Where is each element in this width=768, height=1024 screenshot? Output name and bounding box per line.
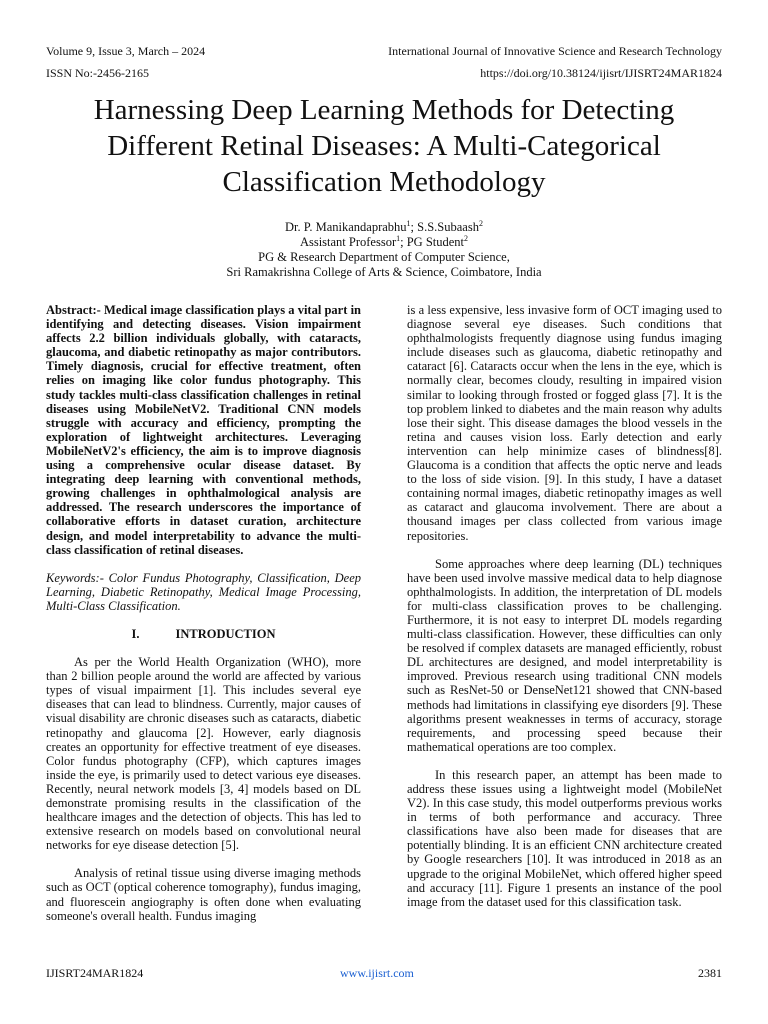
author-2-affiliation: 2 <box>478 218 483 228</box>
role-1: Assistant Professor <box>299 235 397 249</box>
section-heading-introduction <box>46 627 361 641</box>
paper-title: Harnessing Deep Learning Methods for Detecting Different Retinal Diseases: A Multi-Categorical Classification Methodology <box>93 94 675 198</box>
role-2-affiliation: 2 <box>464 233 469 243</box>
author-2: S.S.Subaash <box>417 220 479 234</box>
department: PG & Research Department of Computer Science, <box>258 250 510 264</box>
header-volume: Volume 9, Issue 3, March – 2024 <box>46 44 206 58</box>
author-1-affiliation: 1 <box>406 218 411 228</box>
role-1-affiliation: 1 <box>396 233 401 243</box>
footer-paper-id: IJISRT24MAR1824 <box>46 966 144 980</box>
footer-page-number: 2381 <box>698 966 722 980</box>
intro-paragraph-2-continued: is a less expensive, less invasive form of OCT imaging used to diagnose several eye diseases. Such conditions that ophthalmologists frequently diagnose using fundus imaging include diseases such as glaucoma, diabetic retinopathy and cataract [6]. Cataracts occur when the lens in the eye, which is normally clear, becomes cloudy, resulting in impaired vision similar to looking through frosted or fogged glass [7]. It is the top problem linked to diabetes and the main reason why adults lose their sight. This disease damages the blood vessels in the retina and causes vision loss. Early detection and early intervention can help minimize cases of blindness[8]. Glaucoma is a condition that affects the optic nerve and leads to the loss of side vision. [9]. In this study, I have a dataset containing normal images, diabetic retinopathy images as well as cataract and glaucoma involvement. There are about a thousand images per class collected from various image repositories. <box>407 303 722 543</box>
author-names <box>100 220 668 235</box>
intro-paragraph-2-start: Analysis of retinal tissue using diverse imaging methods such as OCT (optical coherence tomography), fundus imaging, and fluorescein angiography is often done when evaluating someone's overall health. Fundus imaging <box>46 866 361 923</box>
left-column <box>46 303 361 923</box>
author-block <box>100 220 668 280</box>
header-doi[interactable]: https://doi.org/10.38124/ijisrt/IJISRT24MAR1824 <box>480 66 722 80</box>
intro-paragraph-4: In this research paper, an attempt has been made to address these issues using a lightweight model (MobileNet V2). In this case study, this model outperforms previous works in terms of both performance and accuracy. Three classifications have also been made for diseases that are potentially blinding. It is an efficient CNN architecture created by Google researchers [10]. It was introduced in 2018 as an upgrade to the original MobileNet, which offered higher speed and accuracy [11]. Figure 1 presents an instance of the pool image from the dataset used for this classification task. <box>407 767 722 909</box>
section-number: I. <box>131 626 140 641</box>
author-separator: ; <box>410 220 418 234</box>
intro-paragraph-3: Some approaches where deep learning (DL) techniques have been used involve massive medical data to help diagnose ophthalmologists. In addition, the interpretation of DL models for multi-class classification proves to be challenging. Furthermore, it is not easy to interpret DL models regarding multi-class classification. However, these difficulties can only be resolved if complex datasets are managed efficiently, robust DL architectures are designed, and model interpretability is improved. Previous research using traditional CNN models such as ResNet-50 or DenseNet121 showed that CNN-based methods had limitations in classifying eye disorders [9]. These algorithms present weaknesses in terms of accuracy, storage requirements, and processing speed because their mathematical operations are too complex. <box>407 556 722 754</box>
right-column <box>407 303 722 909</box>
footer-website-link[interactable]: www.ijisrt.com <box>340 966 414 980</box>
intro-paragraph-1: As per the World Health Organization (WHO), more than 2 billion people around the world are affected by various types of visual impairment [1]. This includes several eye diseases that can lead to blindness. Currently, major causes of visual disability are chronic diseases such as cataracts, diabetic retinopathy and glaucoma [2]. However, early diagnosis creates an opportunity for effective treatment of eye diseases. Color fundus photography (CFP), which captures images inside the eye, is primarily used to detect various eye diseases. Recently, neural network models [3, 4] models based on DL demonstrate promising results in the classification of the healthcare images and the detection of objects. This has led to extensive research on models based on convolutional neural networks for eye disease detection [5]. <box>46 655 361 853</box>
header-issn: ISSN No:-2456-2165 <box>46 66 150 80</box>
keywords: Keywords:- Color Fundus Photography, Classification, Deep Learning, Diabetic Retinopathy, Medical Image Processing, Multi-Class Classification. <box>46 570 361 613</box>
author-1: Dr. P. Manikandaprabhu <box>285 220 407 234</box>
abstract: Abstract:- Medical image classification plays a vital part in identifying and detecting diseases. Vision impairment affects 2.2 billion individuals globally, with cataracts, glaucoma, and diabetic retinopathy as major contributors. Timely diagnosis, crucial for effective treatment, often relies on imaging like color fundus photography. This study tackles multi-class classification challenges in retinal diseases using MobileNetV2. Traditional CNN models struggle with accuracy and efficiency, prompting the exploration of lightweight architectures. Leveraging MobileNetV2's efficiency, the aim is to improve diagnosis using a comprehensive ocular disease dataset. By integrating deep learning with conventional methods, growing challenges in ophthalmological analysis are addressed. The research underscores the importance of collaborative efforts in dataset curation, architecture design, and model interpretability to advance the multi-class classification of retinal diseases. <box>46 303 361 557</box>
section-title: INTRODUCTION <box>175 626 276 641</box>
author-roles <box>100 235 668 250</box>
college: Sri Ramakrishna College of Arts & Science, Coimbatore, India <box>226 265 542 279</box>
role-separator: ; <box>400 235 407 249</box>
header-journal: International Journal of Innovative Science and Research Technology <box>388 44 722 58</box>
role-2: PG Student <box>406 235 465 249</box>
